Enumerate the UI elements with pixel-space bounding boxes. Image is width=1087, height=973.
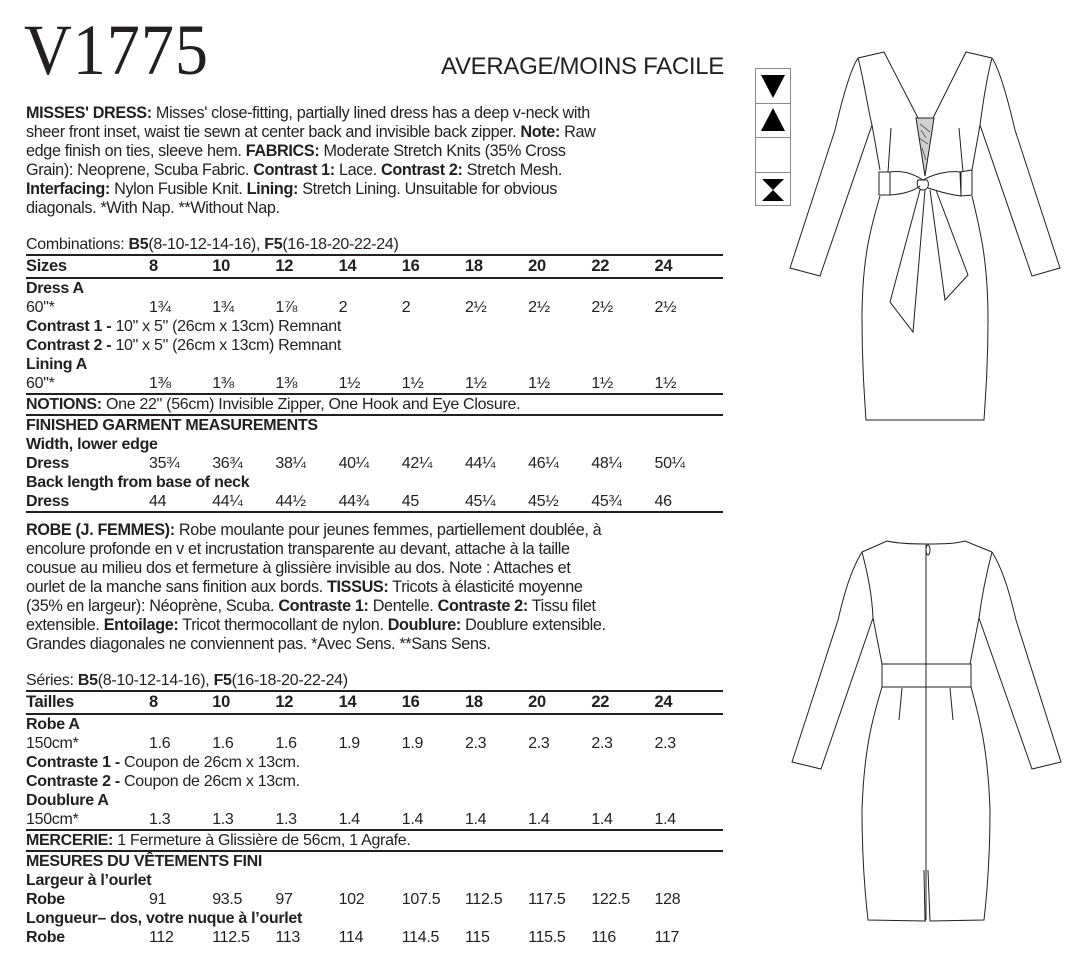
measurement-value: 102: [338, 891, 365, 908]
fabric-width: 60"*: [26, 299, 55, 316]
combinations-label: Combinations:: [26, 236, 129, 253]
table-row: [26, 374, 726, 393]
desc-heading: Interfacing:: [26, 180, 110, 198]
yardage-value: 2.3: [528, 735, 550, 752]
desc-text: Moderate Stretch Knits (35% Cross: [319, 142, 566, 160]
skirt: [862, 196, 988, 420]
table-row: [26, 492, 726, 511]
tie-tail-left: [890, 190, 925, 332]
desc-heading: Lining:: [246, 180, 299, 198]
desc-heading: Contrast 2:: [380, 161, 463, 179]
measurement-value: 44½: [275, 493, 306, 510]
desc-text: Doublure extensible.: [460, 616, 606, 634]
desc-heading: MISSES' DRESS:: [26, 104, 152, 122]
desc-text: (35% en largeur): Néoprène, Scuba.: [26, 597, 279, 615]
measurement-title: Back length from base of neck: [26, 474, 250, 491]
yardage-value: 1.4: [338, 811, 360, 828]
desc-text: Tricots à élasticité moyenne: [388, 578, 583, 596]
measurement-value: 115: [464, 929, 490, 946]
desc-text: Dentelle.: [368, 597, 438, 615]
contrast-text: 10" x 5" (26cm x 13cm) Remnant: [115, 318, 342, 335]
lace-inset: [916, 118, 934, 176]
notions-label: NOTIONS:: [26, 396, 102, 413]
desc-text: Robe moulante pour jeunes femmes, partiellement doublée, à: [174, 521, 602, 539]
desc-text: edge finish on ties, sleeve hem.: [26, 142, 246, 160]
yardage-value: 1.4: [654, 811, 676, 828]
yardage-value: 1.3: [212, 811, 234, 828]
yardage-value: 1⅞: [275, 299, 298, 316]
yardage-value: 1⅜: [275, 375, 298, 392]
combo-sizes: (8-10-12-14-16),: [148, 236, 265, 253]
measurement-value: 114: [338, 929, 364, 946]
desc-heading: ROBE (J. FEMMES):: [26, 521, 175, 539]
measurement-value: 38¼: [275, 455, 306, 472]
desc-text: Tissu filet: [527, 597, 596, 615]
yardage-value: 2: [401, 299, 411, 316]
measurement-value: 35¾: [149, 455, 180, 472]
combo-sizes: (16-18-20-22-24): [231, 672, 348, 689]
measurement-title: Longueur– dos, votre nuque à l’ourlet: [26, 910, 303, 927]
yardage-value: 2½: [591, 299, 613, 316]
yardage-value: 2.3: [464, 735, 487, 752]
yardage-value: 1.4: [591, 811, 613, 828]
finished-measurements-title: MESURES DU VÊTEMENTS FINI: [26, 853, 263, 870]
desc-text: Stretch Lining. Unsuitable for obvious: [298, 180, 558, 198]
size-col: 20: [528, 693, 546, 711]
measurement-value: 44¾: [338, 493, 369, 510]
contrast-text: Coupon de 26cm x 13cm.: [124, 773, 300, 790]
desc-heading: Contraste 1:: [278, 597, 369, 615]
yardage-value: 2.3: [654, 735, 676, 752]
measurement-value: 45¾: [591, 493, 622, 510]
size-col: 12: [275, 693, 294, 711]
measurement-value: 45½: [528, 493, 559, 510]
size-col: 24: [654, 693, 673, 711]
yardage-value: 1½: [464, 375, 487, 392]
contrast-label: Contrast 1 -: [26, 318, 116, 335]
combo-sizes: (8-10-12-14-16),: [97, 672, 214, 689]
neckline: [862, 541, 992, 552]
measurement-value: 40¼: [338, 455, 369, 472]
desc-text: sheer front inset, waist tie sewn at center back and invisible back zipper.: [26, 123, 521, 141]
size-col: 22: [591, 257, 610, 275]
contrast-2-line: [26, 336, 726, 355]
desc-text: ourlet de la manche sans finition aux bords.: [26, 578, 327, 596]
measurement-value: 128: [654, 891, 681, 908]
table-rule: [26, 511, 723, 513]
pattern-number: V1775: [24, 10, 209, 90]
combo-code: F5: [213, 672, 232, 689]
measurement-value: 91: [149, 891, 167, 908]
measurement-value: 115.5: [528, 929, 566, 946]
size-col: 8: [149, 257, 158, 275]
table-row: [26, 928, 726, 947]
desc-text: extensible.: [26, 616, 104, 634]
desc-heading: TISSUS:: [327, 578, 389, 596]
garment-label: Dress: [26, 493, 69, 510]
measurement-value: 36¾: [212, 455, 243, 472]
tailles-header-row: [26, 692, 726, 713]
hook-and-eye: [926, 545, 930, 555]
measurement-value: 114.5: [401, 929, 440, 946]
english-description: [26, 104, 726, 218]
size-col: 16: [401, 693, 420, 711]
series-line: [26, 671, 726, 690]
contrast-text: Coupon de 26cm x 13cm.: [124, 754, 300, 771]
yardage-value: 1.4: [528, 811, 550, 828]
sizes-label: Tailles: [26, 693, 75, 711]
measurement-value: 107.5: [401, 891, 441, 908]
sizes-label: Sizes: [26, 257, 67, 275]
section-title: Lining A: [26, 356, 87, 373]
size-col: 16: [401, 257, 420, 275]
yardage-value: 1.6: [149, 735, 171, 752]
desc-heading: Contrast 1:: [253, 161, 335, 179]
desc-text: Lace.: [334, 161, 381, 179]
desc-text: cousue au milieu dos et fermeture à glissière invisible au dos. Note : Attaches et: [26, 559, 571, 577]
yardage-value: 2: [338, 299, 348, 316]
size-col: 24: [654, 257, 673, 275]
combo-code: F5: [264, 236, 283, 253]
yardage-value: 2½: [528, 299, 550, 316]
desc-text: Tricot thermocollant de nylon.: [178, 616, 388, 634]
notions-text: 1 Fermeture à Glissière de 56cm, 1 Agrafe.: [113, 832, 411, 849]
desc-text: Grain): Neoprene, Scuba Fabric.: [26, 161, 254, 179]
measurement-value: 46¼: [528, 455, 559, 472]
size-col: 20: [528, 257, 546, 275]
desc-text: Misses' close-fitting, partially lined dress has a deep v-neck with: [151, 104, 590, 122]
desc-text: encolure profonde en v et incrustation transparente au devant, attache à la taille: [26, 540, 570, 558]
desc-heading: FABRICS:: [245, 142, 320, 160]
yardage-value: 1.3: [149, 811, 171, 828]
contrast-label: Contrast 2 -: [26, 337, 116, 354]
yardage-value: 1½: [338, 375, 361, 392]
measurement-value: 45¼: [464, 493, 496, 510]
measurement-value: 48¼: [591, 455, 622, 472]
size-col: 18: [464, 257, 483, 275]
size-col: 14: [338, 693, 357, 711]
yardage-value: 1.9: [338, 735, 360, 752]
table-row: [26, 810, 726, 829]
left-sleeve: [790, 58, 872, 276]
contrast-1-line: [26, 317, 726, 336]
size-col: 18: [464, 693, 483, 711]
tie-tail-right: [930, 190, 968, 300]
yardage-value: 1.9: [401, 735, 424, 752]
measurement-value: 50¼: [654, 455, 685, 472]
size-col: 10: [212, 257, 230, 275]
combinations-line: [26, 235, 726, 254]
yardage-value: 1.4: [401, 811, 424, 828]
measurement-value: 42¼: [401, 455, 432, 472]
fabric-width: 150cm*: [26, 811, 79, 828]
measurement-value: 45: [401, 493, 419, 510]
measurement-value: 112.5: [212, 929, 250, 946]
measurement-value: 44¼: [464, 455, 496, 472]
yardage-value: 1½: [591, 375, 613, 392]
table-row: [26, 734, 726, 753]
measurement-value: 117.5: [528, 891, 566, 908]
measurement-value: 112: [149, 929, 174, 946]
sizes-header-row: [26, 256, 726, 277]
dress-back-view: [780, 520, 1080, 960]
combo-sizes: (16-18-20-22-24): [282, 236, 399, 253]
yardage-value: 1⅜: [212, 375, 234, 392]
measurement-value: 113: [275, 929, 300, 946]
size-col: 10: [212, 693, 230, 711]
section-title: Dress A: [26, 280, 84, 297]
garment-label: Robe: [26, 929, 65, 946]
desc-heading: Entoilage:: [103, 616, 179, 634]
measurement-value: 97: [275, 891, 293, 908]
desc-text: diagonals. *With Nap. **Without Nap.: [26, 199, 280, 217]
size-col: 22: [591, 693, 610, 711]
measurement-value: 44: [149, 493, 167, 510]
desc-heading: Note:: [520, 123, 560, 141]
yardage-value: 1¾: [149, 299, 171, 316]
garment-label: Dress: [26, 455, 69, 472]
combo-code: B5: [77, 672, 98, 689]
contraste-2-line: [26, 772, 726, 791]
english-yardage-table: [26, 235, 726, 513]
measurement-value: 46: [654, 493, 672, 510]
notions-line: [26, 395, 726, 414]
table-row: [26, 454, 726, 473]
measurement-value: 93.5: [212, 891, 243, 908]
desc-text: Raw: [560, 123, 596, 141]
measurement-value: 112.5: [464, 891, 503, 908]
garment-label: Robe: [26, 891, 65, 908]
section-title: Doublure A: [26, 792, 109, 809]
yardage-value: 2½: [464, 299, 487, 316]
yardage-value: 1⅜: [149, 375, 171, 392]
measurement-value: 122.5: [591, 891, 630, 908]
right-sleeve: [980, 58, 1060, 276]
table-row: [26, 298, 726, 317]
yardage-value: 1½: [528, 375, 550, 392]
size-col: 8: [149, 693, 158, 711]
size-col: 14: [338, 257, 357, 275]
finished-measurements-title: FINISHED GARMENT MEASUREMENTS: [26, 417, 318, 434]
combo-code: B5: [128, 236, 149, 253]
left-sleeve: [792, 552, 873, 769]
desc-text: Grandes diagonales ne conviennent pas. *Avec Sens. **Sans Sens.: [26, 635, 491, 653]
french-description: [26, 521, 726, 654]
notions-text: One 22" (56cm) Invisible Zipper, One Hook and Eye Closure.: [101, 396, 521, 413]
measurement-value: 116: [591, 929, 616, 946]
yardage-value: 2.3: [591, 735, 613, 752]
contrast-label: Contraste 2 -: [26, 773, 125, 790]
section-title: Robe A: [26, 716, 80, 733]
fabric-width: 150cm*: [26, 735, 79, 752]
measurement-title: Width, lower edge: [26, 436, 158, 453]
mercerie-line: [26, 831, 726, 850]
yardage-value: 2½: [654, 299, 677, 316]
size-col: 12: [275, 257, 294, 275]
french-yardage-table: [26, 671, 726, 947]
yardage-value: 1½: [654, 375, 677, 392]
yardage-value: 1.6: [212, 735, 234, 752]
contrast-label: Contraste 1 -: [26, 754, 125, 771]
fabric-width: 60"*: [26, 375, 55, 392]
desc-heading: Doublure:: [387, 616, 461, 634]
measurement-value: 117: [654, 929, 680, 946]
table-row: [26, 890, 726, 909]
desc-heading: Contraste 2:: [437, 597, 528, 615]
series-label: Séries:: [26, 672, 78, 689]
yardage-value: 1¾: [212, 299, 234, 316]
contraste-1-line: [26, 753, 726, 772]
contrast-text: 10" x 5" (26cm x 13cm) Remnant: [115, 337, 342, 354]
yardage-value: 1.3: [275, 811, 297, 828]
desc-text: Nylon Fusible Knit.: [109, 180, 247, 198]
yardage-value: 1.6: [275, 735, 297, 752]
dress-front-view: [780, 20, 1080, 440]
desc-text: Stretch Mesh.: [462, 161, 563, 179]
notions-label: MERCERIE:: [26, 832, 114, 849]
measurement-value: 44¼: [212, 493, 243, 510]
measurement-title: Largeur à l’ourlet: [26, 872, 152, 889]
right-sleeve: [979, 552, 1061, 769]
yardage-value: 1½: [401, 375, 424, 392]
yardage-value: 1.4: [464, 811, 487, 828]
difficulty-label: AVERAGE/MOINS FACILE: [441, 53, 724, 80]
